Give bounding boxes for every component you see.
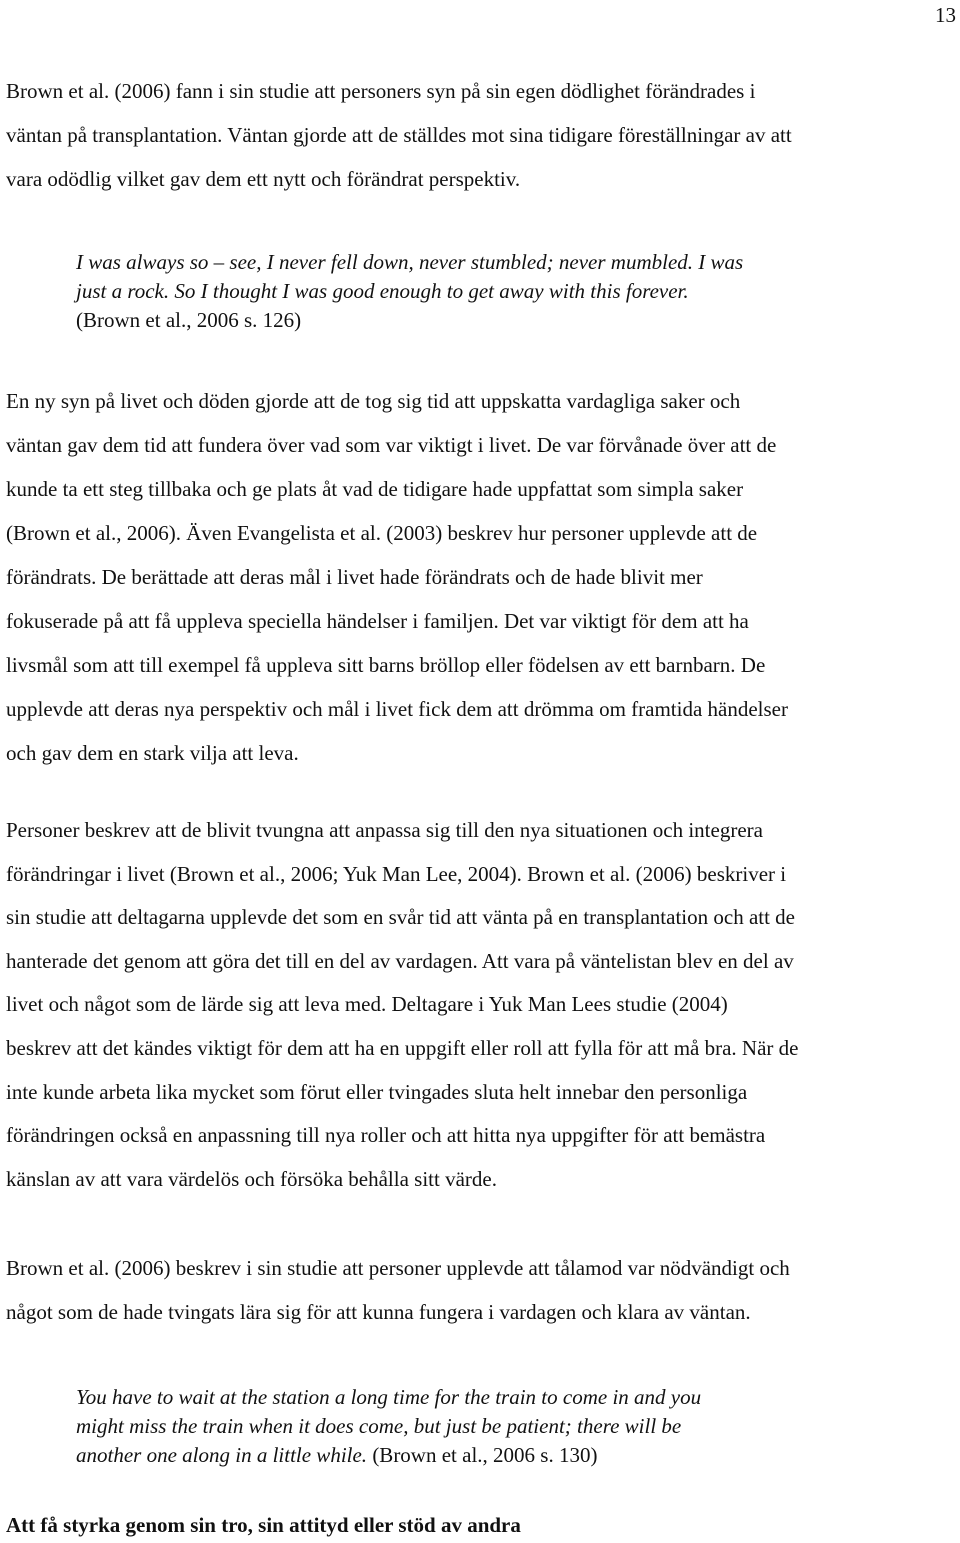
- paragraph-1: Brown et al. (2006) fann i sin studie att personers syn på sin egen dödlighet förändrades i väntan på transplantation. Väntan gjorde att de ställdes mot sina tidigare föreställningar av att vara odödlig vilket gav dem ett nytt och förändrat perspektiv.: [6, 79, 792, 191]
- paragraph-2: En ny syn på livet och döden gjorde att de tog sig tid att uppskatta vardagliga saker och väntan gav dem tid att fundera över vad som var viktigt i livet. De var förvånade över att de kunde ta ett steg tillbaka och ge plats åt vad de tidigare hade uppfattat som simpla saker (Brown et al., 2006). Även Evangelista et al. (2003) beskrev hur personer upplevde att de förändrats. De berättade att deras mål i livet hade förändrats och de hade blivit mer fokuserade på att få uppleva speciella händelser i familjen. Det var viktigt för dem att ha livsmål som att till exempel få uppleva sitt barns bröllop eller födelsen av ett barnbarn. De upplevde att deras nya perspektiv och mål i livet fick dem att drömma om framtida händelser och gav dem en stark vilja att leva.: [6, 389, 788, 765]
- section-heading: Att få styrka genom sin tro, sin attityd eller stöd av andra: [6, 1513, 521, 1537]
- paragraph-4: Brown et al. (2006) beskrev i sin studie att personer upplevde att tålamod var nödvändigt och något som de hade tvingats lära sig för att kunna fungera i vardagen och klara av väntan.: [6, 1256, 790, 1324]
- page-number: 13: [935, 3, 956, 27]
- paragraph-3: Personer beskrev att de blivit tvungna att anpassa sig till den nya situationen och integrera förändringar i livet (Brown et al., 2006; Yuk Man Lee, 2004). Brown et al. (2006) beskriver i sin studie att deltagarna upplevde det som en svår tid att vänta på en transplantation och att de hanterade det genom att göra det till en del av vardagen. Att vara på väntelistan blev en del av livet och något som de lärde sig att leva med. Deltagare i Yuk Man Lees studie (2004) beskrev att det kändes viktigt för dem att ha en uppgift eller roll att fylla för att må bra. När de inte kunde arbeta lika mycket som förut eller tvingades sluta helt innebar den personliga förändringen också en anpassning till nya roller och att hitta nya uppgifter för att bemästra känslan av att vara värdelös och försöka behålla sitt värde.: [6, 818, 799, 1191]
- quote-1-citation: (Brown et al., 2006 s. 126): [76, 308, 302, 332]
- quote-1-text: I was always so – see, I never fell down, never stumbled; never mumbled. I was just a rock. So I thought I was good enough to get away with this forever.: [76, 250, 744, 303]
- block-quote-2: [76, 1383, 936, 1470]
- quote-2-citation: (Brown et al., 2006 s. 130): [367, 1443, 598, 1467]
- quote-2-text: You have to wait at the station a long time for the train to come in and you might miss the train when it does come, but just be patient; there will be another one along in a little while.: [76, 1385, 702, 1467]
- block-quote-1: [76, 248, 936, 335]
